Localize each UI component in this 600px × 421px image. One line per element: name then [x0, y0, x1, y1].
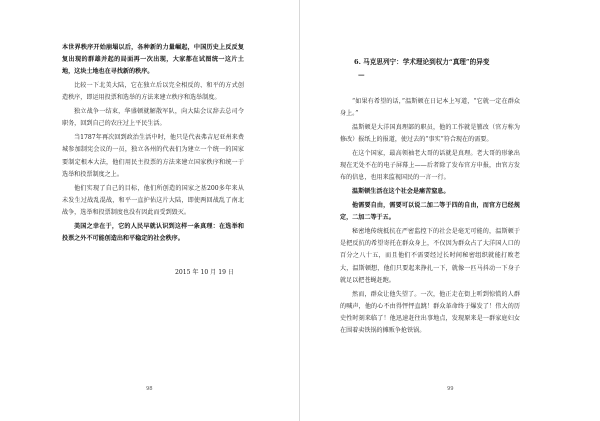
- date-line: 2015 年 10 月 19 日: [175, 269, 234, 277]
- paragraph: 独立战争一结束，华盛顿就解散军队，向大陆会议辞去总司令职务，回到自己的农庄过上平民生活。: [62, 108, 244, 128]
- paragraph: 在这个国家，最高领袖老大哥的话就是真理。老大哥的形象出现在无处不在的电子屏幕上——后者除了发布官方申报，由官方发布的信息，也用来监视国民的一言一行。: [340, 150, 520, 182]
- paragraph: 本世界秩序开始崩塌以后，各种新的力量崛起，中国历史上反反复复出现的群雄并起的局面再一次出现，大家都在试图统一这片土地，这块土地也在寻找新的秩序。: [62, 44, 244, 76]
- paragraph: 然而，群众让他失望了。一次，他正走在街上听到惊慌的人群的喊声，他的心不由得怦怦直跳！群众革命终于爆发了！伟大的历史性时刻来临了！他迅速赶往出事地点，发现原来是一群家庭妇女在围着卖铁锅的摊贩争抢铁锅。: [340, 290, 520, 335]
- paragraph: 秘密地传统抵抗在严密监控下的社会是毫无可能的，温斯顿于是把反抗的希望寄托在群众身上，不仅因为群众占了大洋国人口的百分之八十五，而且他们不需要经过长时间秘密组织就能打败老大，温斯顿想，他们只要起来挣扎一下，就像一匹马抖动一下身子就足以把苍蝇赶跑。: [340, 228, 520, 284]
- paragraph: 美国之幸在于，它的人民早就认识到这样一条真理：在选举和投票之外不可能创造出和平稳定的社会秩序。: [62, 222, 244, 243]
- paragraph: 他们实现了自己的目标，他们所创造的国家之基200多年来从未发生过战乱混战，和平一直护佑这片大陆，即使两回战乱了南北战争，选举和投票制度也没有因此而受到毁灭。: [62, 184, 244, 217]
- page-number: 99: [447, 386, 454, 392]
- paragraph: 温斯顿生活在这个社会是痛苦窒息。: [352, 188, 450, 196]
- paragraph: [62, 80, 244, 104]
- page-number: 98: [146, 386, 153, 392]
- paragraph: 他需要自由，需要可以说二加二等于四的自由，而官方已经规定，二加二等于五。: [340, 202, 520, 222]
- section-heading-text: 6. 马克思列宁：学术理论到权力“真理”的异变: [354, 58, 490, 66]
- section-heading: [340, 56, 520, 82]
- right-page-body: [340, 56, 520, 339]
- section-heading-dash: —: [358, 71, 366, 79]
- left-page-body: [62, 42, 244, 281]
- paragraph: 温斯顿是大洋国真理部的职员，他的工作就是篡改（官方称为修改）报纸上的报道，使过去的“事实”符合现在的需要。: [340, 124, 520, 144]
- paragraph: “如果有希望的话，”温斯顿在日记本上写道，“它就一定在群众身上。”: [340, 98, 520, 118]
- paragraph: 当1787年再次回到政治生活中时，他只是代表弗吉尼亚州来费城参加制宪会议的一员，独立各州的代表们为建立一个统一的国家要制定根本大法，他们用民主投票的方法来建立国家秩序和统一于选举和投票制度之上。: [62, 134, 244, 178]
- paragraph-text: 比较一下北美大陆，它在独立后以完全相反的、和平的方式创造秩序，即运用投票和选举的方法来建立秩序和选举制度。: [62, 82, 244, 102]
